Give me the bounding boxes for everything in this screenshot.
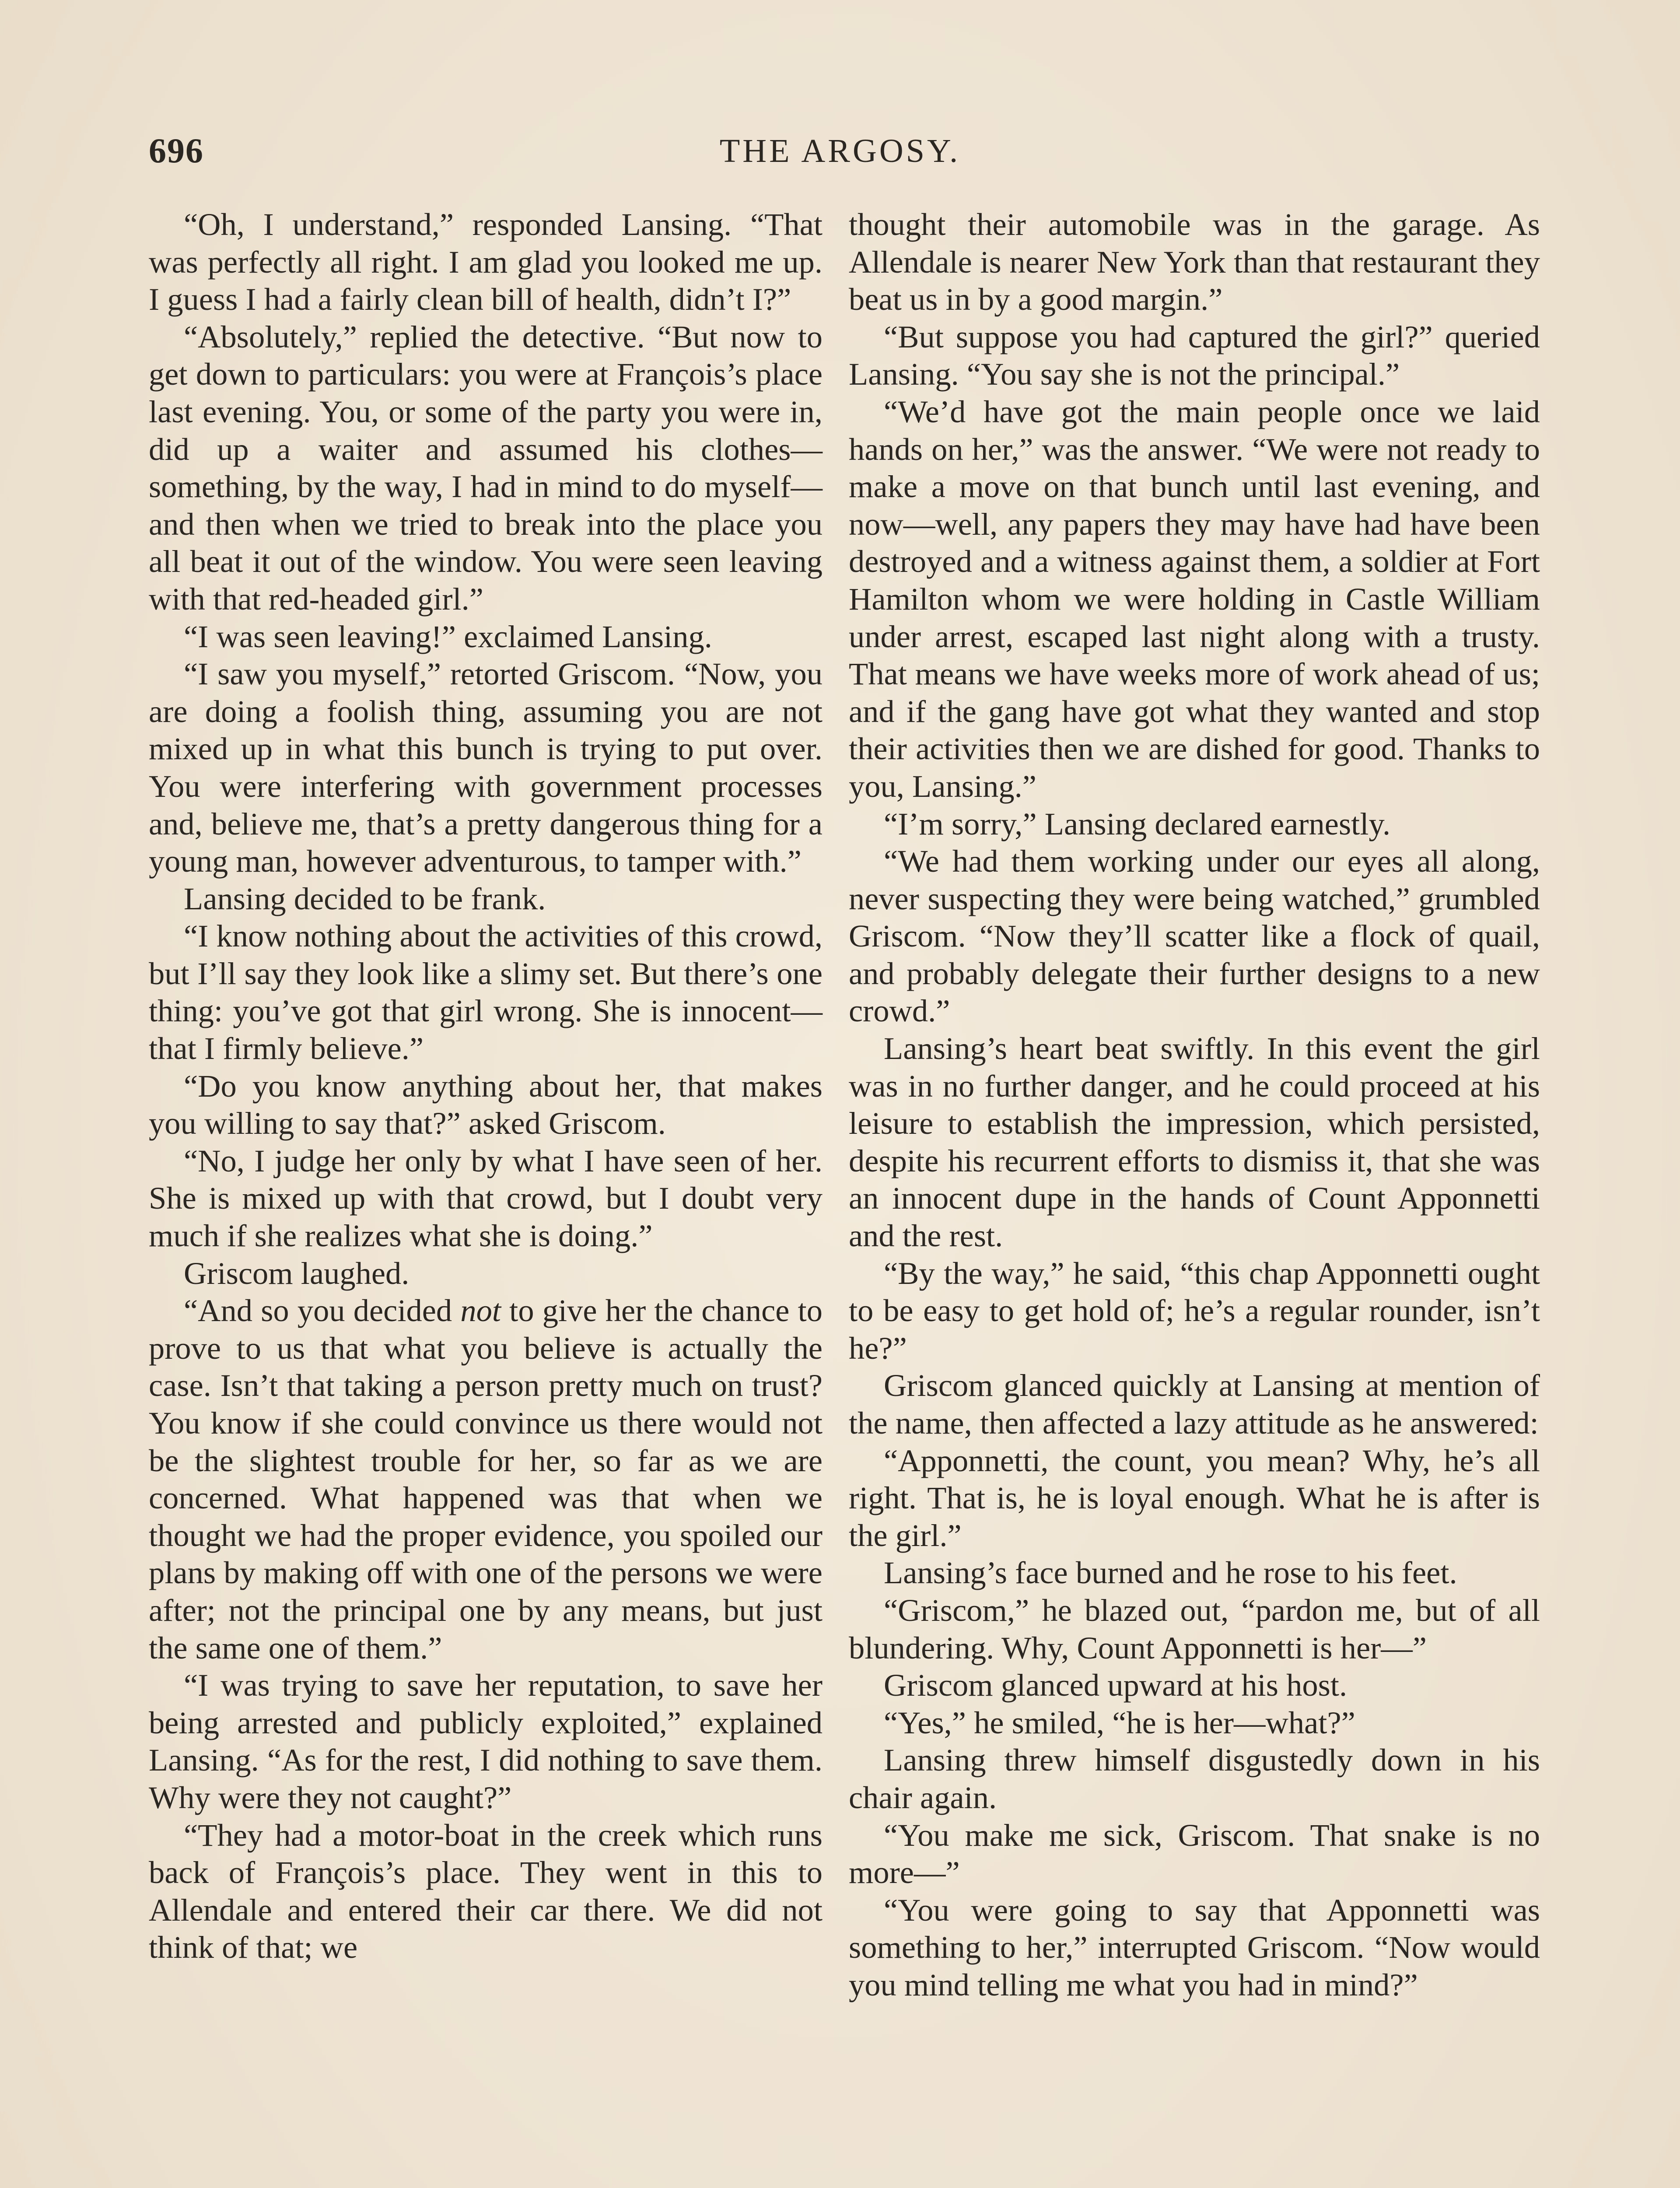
text-run: “And so you decided <box>184 1293 461 1329</box>
paragraph: Lansing threw himself disgustedly down in his chair again. <box>849 1742 1540 1815</box>
paragraph: Griscom laughed. <box>184 1255 410 1291</box>
paragraph: “By the way,” he said, “this chap Apponnetti ought to be easy to get hold of; he’s a regular rounder, isn’t he?” <box>849 1255 1540 1366</box>
paragraph: “I know nothing about the activities of this crowd, but I’ll say they look like a slimy set. But there’s one thing: you’ve got that girl wrong. She is innocent—that I firmly believe.” <box>149 918 822 1066</box>
page-header <box>149 127 1531 175</box>
page-number: 696 <box>149 132 204 170</box>
paragraph: Griscom glanced quickly at Lansing at mention of the name, then affected a lazy attitude as he answered: <box>849 1368 1540 1441</box>
paragraph: “I was seen leaving!” exclaimed Lansing. <box>184 618 712 654</box>
paragraph: Lansing’s face burned and he rose to his feet. <box>884 1555 1457 1591</box>
paragraph: Lansing decided to be frank. <box>184 880 546 916</box>
paragraph: Lansing’s heart beat swiftly. In this event the girl was in no further danger, and he could proceed at his leisure to establish the impression, which persisted, despite his recurrent efforts to dismiss it, that she was an innocent dupe in the hands of Count Apponnetti and the rest. <box>849 1031 1540 1254</box>
text-run: to give her the chance to prove to us that what you believe is actually the case. Isn’t that taking a person pretty much on trust? You know if she could convince us there would not be the slightest trouble for her, so far as we are concerned. What happened was that when we thought we had the proper evidence, you spoiled our plans by making off with one of the persons we were after; not the principal one by any means, but just the same one of them.” <box>149 1293 822 1666</box>
paragraph: “I was trying to save her reputation, to save her being arrested and publicly exploited,” explained Lansing. “As for the rest, I did nothing to save them. Why were they not caught?” <box>149 1667 822 1815</box>
left-column <box>149 206 822 1966</box>
paragraph: “No, I judge her only by what I have seen of her. She is mixed up with that crowd, but I doubt very much if she realizes what she is doing.” <box>149 1143 822 1254</box>
paragraph: “You make me sick, Griscom. That snake is no more—” <box>849 1817 1540 1890</box>
emphasis-text: not <box>460 1293 501 1329</box>
paragraph: Griscom glanced upward at his host. <box>884 1667 1348 1703</box>
paragraph-continuation: thought their automobile was in the garage. As Allendale is nearer New York than that restaurant they beat us in by a good margin.” <box>849 207 1540 317</box>
paragraph: “I saw you myself,” retorted Griscom. “Now, you are doing a foolish thing, assuming you are not mixed up in what this bunch is trying to put over. You were interfering with government processes and, believe me, that’s a pretty dangerous thing for a young man, however adventurous, to tamper with.” <box>149 656 822 879</box>
paragraph: “But suppose you had captured the girl?” queried Lansing. “You say she is not the principal.” <box>849 319 1540 392</box>
paragraph-with-emphasis <box>149 1292 822 1666</box>
paragraph: “I’m sorry,” Lansing declared earnestly. <box>884 806 1391 842</box>
paragraph: “Absolutely,” replied the detective. “But now to get down to particulars: you were at François’s place last evening. You, or some of the party you were in, did up a waiter and assumed his clothes—something, by the way, I had in mind to do myself—and then when we tried to break into the place you all beat it out of the window. You were seen leaving with that red-headed girl.” <box>149 319 822 617</box>
running-title: THE ARGOSY. <box>719 133 961 169</box>
paragraph: “Apponnetti, the count, you mean? Why, he’s all right. That is, he is loyal enough. What he is after is the girl.” <box>849 1442 1540 1553</box>
paragraph: “Oh, I understand,” responded Lansing. “That was perfectly all right. I am glad you looked me up. I guess I had a fairly clean bill of health, didn’t I?” <box>149 207 822 317</box>
paragraph: “Do you know anything about her, that makes you willing to say that?” asked Griscom. <box>149 1068 822 1141</box>
paragraph: “We’d have got the main people once we laid hands on her,” was the answer. “We were not ready to make a move on that bunch until last evening, and now—well, any papers they may have had have been destroyed and a witness against them, a soldier at Fort Hamilton whom we were holding in Castle William under arrest, escaped last night along with a trusty. That means we have weeks more of work ahead of us; and if the gang have got what they wanted and stop their activities then we are dished for good. Thanks to you, Lansing.” <box>849 393 1540 804</box>
paragraph: “You were going to say that Apponnetti was something to her,” interrupted Griscom. “Now would you mind telling me what you had in mind?” <box>849 1892 1540 2002</box>
right-column <box>849 206 1540 2004</box>
paragraph: “Griscom,” he blazed out, “pardon me, but of all blundering. Why, Count Apponnetti is her—” <box>849 1592 1540 1666</box>
paragraph: “They had a motor-boat in the creek which runs back of François’s place. They went in this to Allendale and entered their car there. We did not think of that; we <box>149 1817 822 1965</box>
paragraph: “Yes,” he smiled, “he is her—what?” <box>884 1704 1355 1740</box>
paragraph: “We had them working under our eyes all along, never suspecting they were being watched,” grumbled Griscom. “Now they’ll scatter like a flock of quail, and probably delegate their further designs to a new crowd.” <box>849 843 1540 1029</box>
